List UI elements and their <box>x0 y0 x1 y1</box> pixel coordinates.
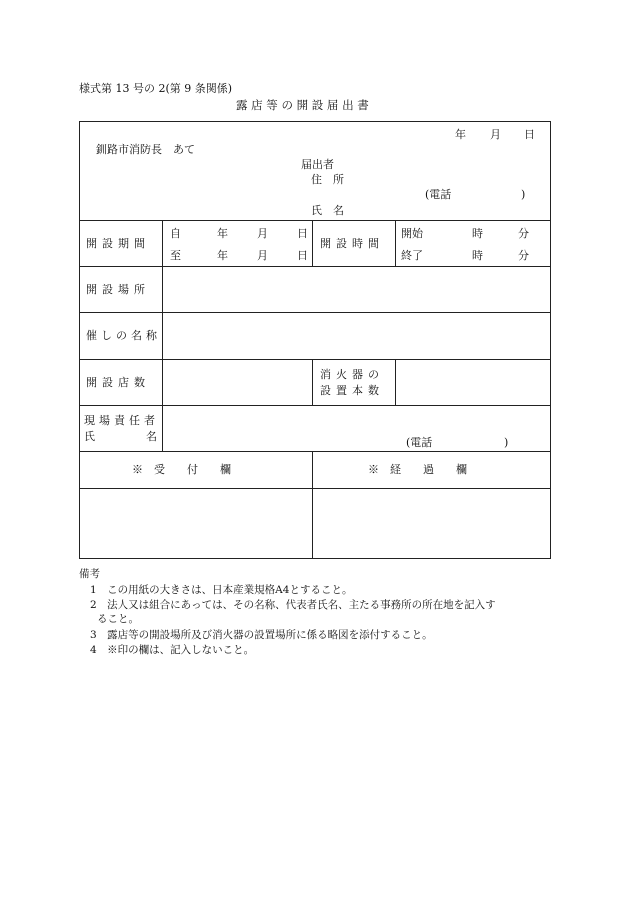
note-item: 2 法人又は組合にあっては、その名称、代表者氏名、主たる事務所の所在地を記入す <box>90 599 496 611</box>
date-month-label: 月 <box>490 128 501 141</box>
location-label: 開設場所 <box>86 283 150 296</box>
manager-phone-close: ) <box>504 436 509 449</box>
phone-open: (電話 <box>425 188 452 201</box>
hours-end-minute: 分 <box>518 249 529 262</box>
hours-end-hour: 時 <box>472 249 483 262</box>
name-label: 氏 名 <box>311 204 344 217</box>
row-divider <box>80 312 550 313</box>
column-divider <box>312 359 313 405</box>
period-from-month: 月 <box>257 227 268 240</box>
row-divider <box>80 405 550 406</box>
document-title: 露 店 等 の 開 設 届 出 書 <box>236 98 369 112</box>
extinguishers-label-line1: 消火器の <box>320 368 384 381</box>
form-reference: 様式第 13 号の 2(第 9 条関係) <box>79 82 233 95</box>
row-divider <box>80 451 550 452</box>
manager-label-line1: 現場責任者 <box>84 414 159 427</box>
note-item: 1 この用紙の大きさは、日本産業規格A4とすること。 <box>90 584 353 596</box>
manager-phone-open: (電話 <box>406 436 433 449</box>
column-divider <box>312 451 313 558</box>
period-to-year: 年 <box>217 249 228 262</box>
manager-label-name-a: 氏 <box>84 430 95 443</box>
period-to: 至 <box>170 249 181 262</box>
note-item-continuation: ること。 <box>97 613 139 625</box>
phone-close: ) <box>521 188 526 201</box>
period-from-year: 年 <box>217 227 228 240</box>
event-name-label: 催しの名称 <box>86 329 161 342</box>
period-to-month: 月 <box>257 249 268 262</box>
addressee: 釧路市消防長 あて <box>96 143 195 156</box>
hours-end: 終了 <box>401 249 423 262</box>
note-item: 3 露店等の開設場所及び消火器の設置場所に係る略図を添付すること。 <box>90 629 433 641</box>
hours-start-hour: 時 <box>472 227 483 240</box>
hours-label: 開設時間 <box>320 237 384 250</box>
filer-label: 届出者 <box>301 158 334 171</box>
manager-label-name-b: 名 <box>146 430 157 443</box>
hours-start: 開始 <box>401 227 423 240</box>
form-table <box>79 121 551 559</box>
column-divider <box>162 220 163 451</box>
period-label: 開設期間 <box>86 237 150 250</box>
hours-start-minute: 分 <box>518 227 529 240</box>
column-divider <box>395 359 396 405</box>
column-divider <box>312 220 313 266</box>
date-year-label: 年 <box>455 128 466 141</box>
row-divider <box>80 220 550 221</box>
shops-label: 開設店数 <box>86 376 150 389</box>
receipt-column-label: ※ 受 付 欄 <box>132 463 231 476</box>
extinguishers-label-line2: 設置本数 <box>320 384 384 397</box>
column-divider <box>395 220 396 266</box>
row-divider <box>80 359 550 360</box>
row-divider <box>80 266 550 267</box>
row-divider <box>80 488 550 489</box>
address-label: 住 所 <box>311 173 344 186</box>
note-item: 4 ※印の欄は、記入しないこと。 <box>90 644 255 656</box>
period-to-day: 日 <box>297 249 308 262</box>
date-day-label: 日 <box>524 128 535 141</box>
notes-heading: 備考 <box>79 568 100 580</box>
period-from-day: 日 <box>297 227 308 240</box>
period-from: 自 <box>170 227 181 240</box>
progress-column-label: ※ 経 過 欄 <box>368 463 467 476</box>
